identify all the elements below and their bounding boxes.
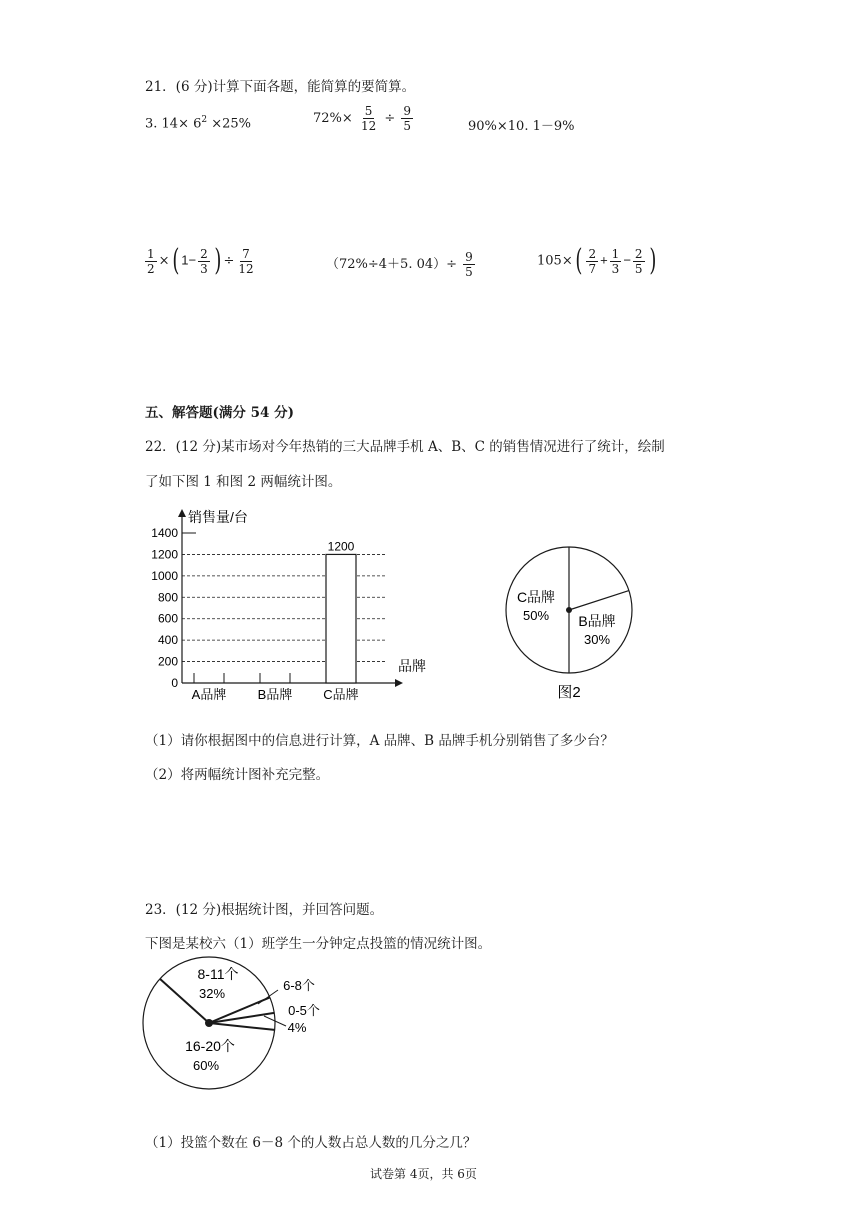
denominator: 2 [147,261,155,276]
y-tick-label: 1000 [151,568,178,583]
pie-divider [209,1023,275,1030]
numerator: 5 [364,104,373,118]
expr-1-post: ×25% [207,116,252,132]
expr-4-fraction-3 [236,247,255,276]
numerator: 9 [465,250,473,264]
denominator: 12 [238,261,254,276]
expr-4 [143,243,258,278]
denominator: 3 [200,261,208,276]
expr-2-fraction-1 [359,104,378,133]
y-tick-label: 800 [157,590,178,605]
expr-4-fraction-1 [145,247,157,276]
numerator: 2 [634,246,643,261]
expr-2-op: ÷ [384,111,396,126]
y-tick-label: 1400 [151,526,178,540]
slice-label: 0-5个 [288,1003,320,1018]
pie-chart-shots [140,952,340,1102]
slice-label: 8-11个 [197,966,239,982]
expr-1-exponent: 2 [201,115,208,125]
left-paren: ( [575,243,583,278]
y-tick-label: 400 [157,633,178,648]
bar [326,554,356,683]
pie-divider [569,591,629,610]
q23-line-2: 下图是某校六（1）班学生一分钟定点投篮的情况统计图。 [145,936,492,952]
denominator: 3 [611,261,620,276]
expr-2-pre: 72%× [313,111,353,126]
q22-line-1: 22．(12 分)某市场对今年热销的三大品牌手机 A、B、C 的销售情况进行了统计，绘制 [145,439,665,455]
section-heading: 五、解答题(满分 54 分) [145,405,294,421]
slice-pct: 4% [287,1020,307,1035]
slice-label: 16-20个 [185,1038,235,1054]
category-label: B品牌 [257,687,293,702]
numerator: 2 [588,246,597,261]
right-paren: ) [214,243,222,278]
numerator: 1 [147,246,155,261]
slice-label: 6-8个 [283,978,315,993]
expr-1 [145,115,251,131]
y-tick-label: 0 [171,676,178,690]
bar-chart [140,505,460,705]
times-sign: × [158,253,170,269]
numerator: 2 [200,246,208,261]
denominator: 7 [588,261,597,276]
x-axis-arrow [395,679,403,687]
q22-line-2: 了如下图 1 和图 2 两幅统计图。 [145,474,342,490]
expr-2-fraction-2 [401,104,413,133]
slice-pct: 50% [522,608,550,623]
slice-label: C品牌 [516,589,556,605]
left-paren: ( [171,243,179,278]
leader-line [258,990,278,1004]
y-axis-arrow [178,509,186,517]
minus-sign: − [623,252,631,268]
q23-sub-1: （1）投篮个数在 6－8 个的人数占总人数的几分之几？ [145,1135,477,1151]
category-label: C品牌 [323,687,359,702]
pie-center [566,607,572,613]
expr-6 [537,243,658,278]
plus-sign: + [600,252,608,268]
expr-6-pre: 105× [537,253,573,269]
expr-6-fraction-2 [610,247,622,276]
figure-caption: 图2 [557,684,581,701]
numerator: 7 [242,246,250,261]
expr-1-pre: 3. 14× 6 [145,116,202,132]
numerator: 9 [403,104,412,118]
q22-sub-2: （2）将两幅统计图补充完整。 [145,767,330,783]
denominator: 12 [360,119,377,133]
expr-2 [313,104,415,133]
expr-5-fraction [463,250,475,279]
q22-sub-1: （1）请你根据图中的信息进行计算，A 品牌、B 品牌手机分别销售了多少台？ [145,733,614,749]
slice-pct: 32% [198,986,226,1001]
q21-header: 21．(6 分)计算下面各题，能简算的要简算。 [145,79,416,95]
expr-5-pre: （72%÷4＋5. 04）÷ [326,257,458,272]
expr-6-fraction-1 [586,247,598,276]
pie-center [205,1019,213,1027]
expr-5 [326,250,477,279]
expr-6-fraction-3 [633,247,645,276]
expr-3: 90%×10. 1－9% [468,119,575,134]
category-label: A品牌 [191,687,227,702]
expr-4-fraction-2 [198,247,210,276]
y-tick-label: 600 [157,611,178,626]
page-footer: 试卷第 4页，共 6页 [370,1167,477,1181]
denominator: 5 [465,265,473,279]
x-axis-label: 品牌 [398,658,426,674]
denominator: 5 [634,261,643,276]
expr-4-one: 1− [181,252,197,268]
y-tick-label: 1200 [151,547,178,562]
q23-line-1: 23．(12 分)根据统计图，并回答问题。 [145,902,384,918]
denominator: 5 [403,119,412,133]
divide-sign: ÷ [223,253,235,269]
y-axis-label: 销售量/台 [188,509,248,525]
pie-chart-brands [495,535,645,710]
slice-pct: 30% [583,632,611,647]
slice-pct: 60% [192,1058,220,1073]
y-tick-label: 200 [157,654,178,669]
right-paren: ) [648,243,656,278]
bar-value-label: 1200 [327,539,355,554]
slice-label: B品牌 [578,613,616,629]
numerator: 1 [611,246,620,261]
